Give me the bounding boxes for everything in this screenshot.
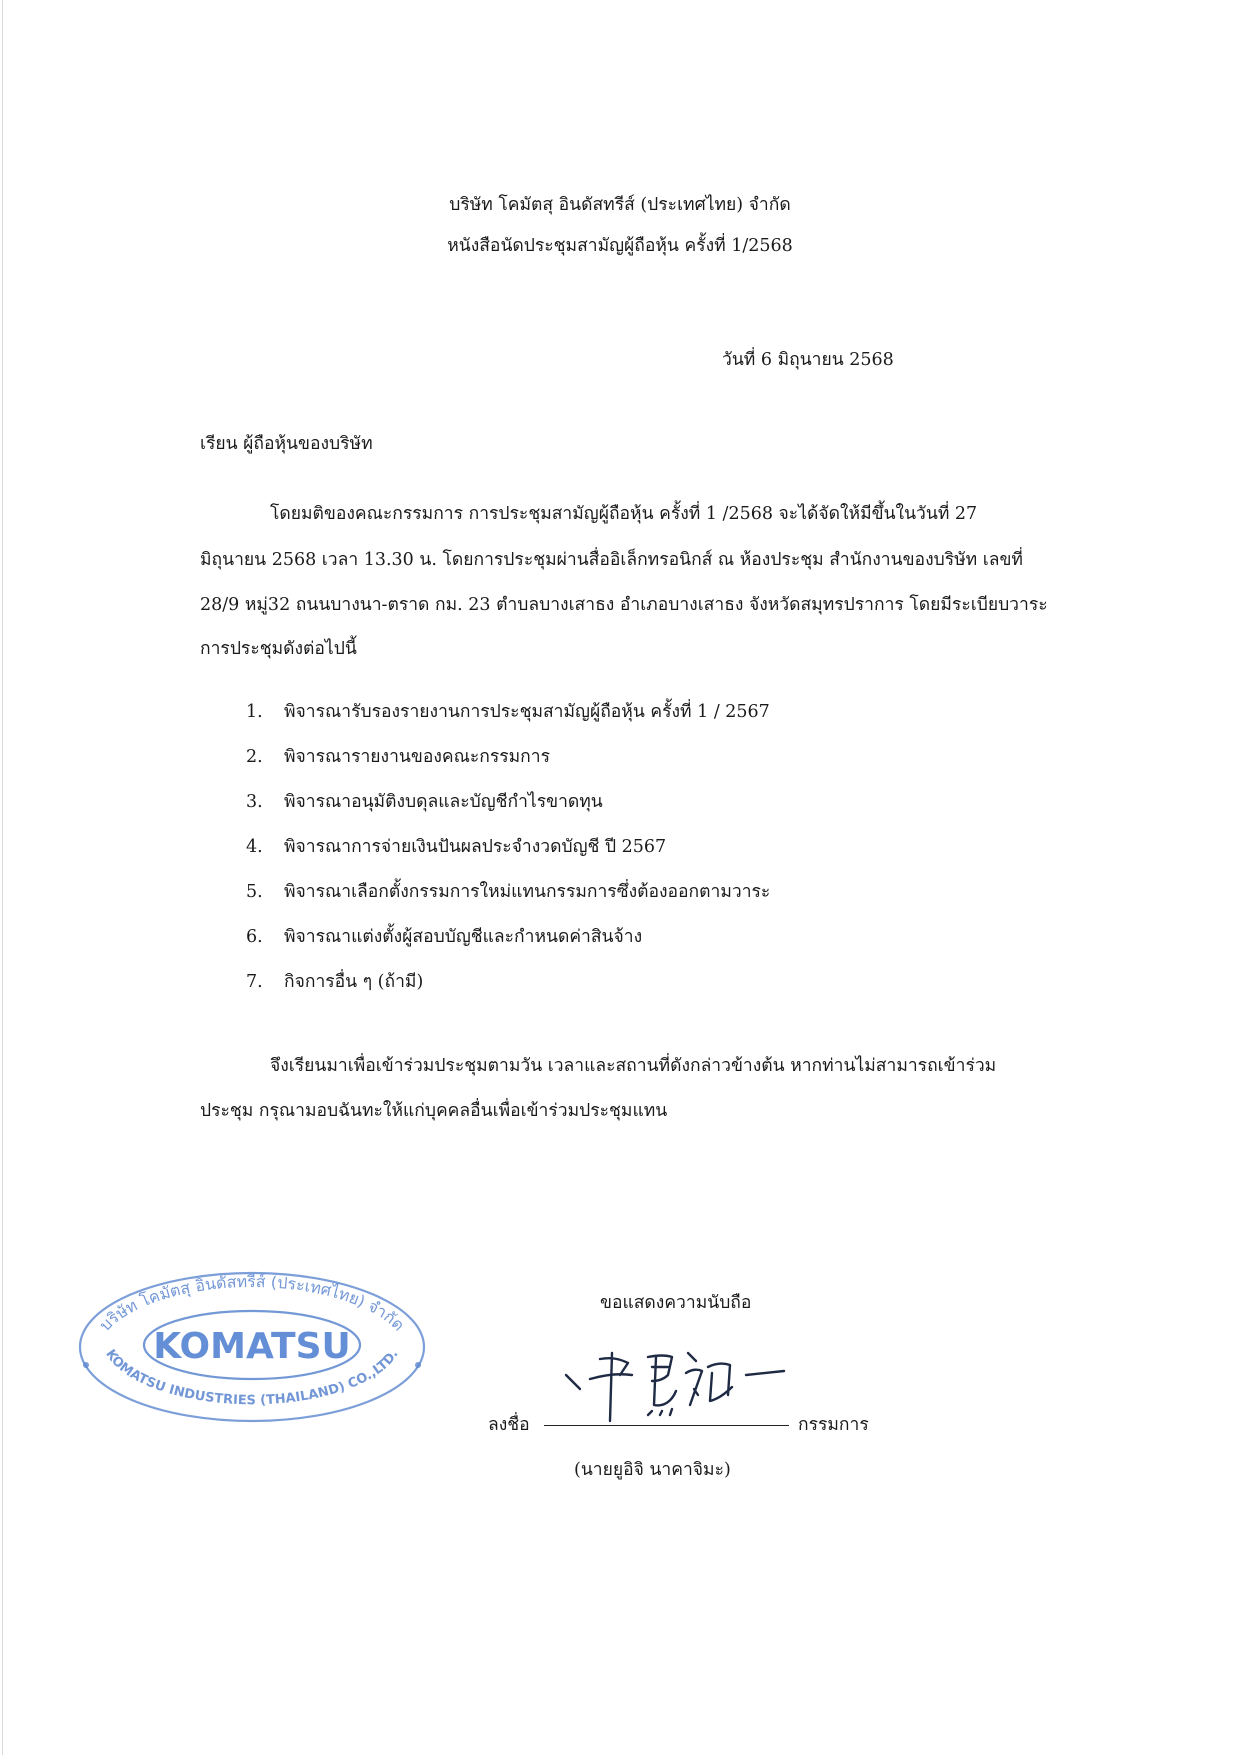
agenda-number: 4. <box>246 837 263 857</box>
stamp-logo: KOMATSU <box>153 1326 351 1367</box>
regards: ขอแสดงความนับถือ <box>600 1293 752 1313</box>
agenda-text: พิจารณาเลือกตั้งกรรมการใหม่แทนกรรมการซึ่งต้องออกตามวาระ <box>284 882 771 902</box>
intro-line-3: 28/9 หมู่32 ถนนบางนา-ตราด กม. 23 ตำบลบางเสาธง อำเภอบางเสาธง จังหวัดสมุทรปราการ โดยมีระเบียบวาระ <box>200 595 1048 615</box>
company-name: บริษัท โคมัตสุ อินดัสทรีส์ (ประเทศไทย) จำกัด <box>449 195 791 215</box>
company-stamp <box>74 1265 430 1425</box>
intro-line-1: โดยมติของคณะกรรมการ การประชุมสามัญผู้ถือหุ้น ครั้งที่ 1 /2568 จะได้จัดให้มีขึ้นในวันที่ 27 <box>270 504 978 524</box>
intro-line-4: การประชุมดังต่อไปนี้ <box>200 639 357 659</box>
document-title: หนังสือนัดประชุมสามัญผู้ถือหุ้น ครั้งที่ 1/2568 <box>447 236 793 256</box>
salutation: เรียน ผู้ถือหุ้นของบริษัท <box>200 434 373 454</box>
stamp-english-text: KOMATSU INDUSTRIES (THAILAND) CO.,LTD. <box>102 1347 402 1409</box>
signature-line <box>544 1425 789 1426</box>
closing-line-1: จึงเรียนมาเพื่อเข้าร่วมประชุมตามวัน เวลาและสถานที่ดังกล่าวข้างต้น หากท่านไม่สามารถเข้าร่วม <box>270 1056 997 1076</box>
agenda-number: 5. <box>246 882 263 902</box>
agenda-text: พิจารณารับรองรายงานการประชุมสามัญผู้ถือหุ้น ครั้งที่ 1 / 2567 <box>284 702 770 722</box>
agenda-number: 7. <box>246 972 263 992</box>
agenda-text: พิจารณาการจ่ายเงินปันผลประจำงวดบัญชี ปี 2567 <box>284 837 667 857</box>
agenda-number: 6. <box>246 927 263 947</box>
agenda-text: พิจารณารายงานของคณะกรรมการ <box>284 747 551 767</box>
page-edge <box>2 0 3 1755</box>
agenda-text: กิจการอื่น ๆ (ถ้ามี) <box>284 972 424 992</box>
signer-position: กรรมการ <box>798 1415 869 1435</box>
sign-label: ลงชื่อ <box>488 1415 530 1435</box>
stamp-thai-text: บริษัท โคมัตสุ อินดัสทรีส์ (ประเทศไทย) จำกัด <box>95 1271 409 1335</box>
stamp-dot-right <box>415 1362 421 1368</box>
agenda-number: 2. <box>246 747 263 767</box>
agenda-number: 1. <box>246 702 263 722</box>
intro-line-2: มิถุนายน 2568 เวลา 13.30 น. โดยการประชุมผ่านสื่ออิเล็กทรอนิกส์ ณ ห้องประชุม สำนักงานของบริษัท เลขที่ <box>200 550 1023 570</box>
agenda-number: 3. <box>246 792 263 812</box>
closing-line-2: ประชุม กรุณามอบฉันทะให้แก่บุคคลอื่นเพื่อเข้าร่วมประชุมแทน <box>200 1101 668 1121</box>
signature <box>560 1345 790 1425</box>
signer-name: (นายยูอิจิ นาคาจิมะ) <box>574 1460 731 1480</box>
agenda-text: พิจารณาแต่งตั้งผู้สอบบัญชีและกำหนดค่าสินจ้าง <box>284 927 643 947</box>
stamp-dot-left <box>83 1362 89 1368</box>
agenda-text: พิจารณาอนุมัติงบดุลและบัญชีกำไรขาดทุน <box>284 792 603 812</box>
document-date: วันที่ 6 มิถุนายน 2568 <box>722 350 894 370</box>
